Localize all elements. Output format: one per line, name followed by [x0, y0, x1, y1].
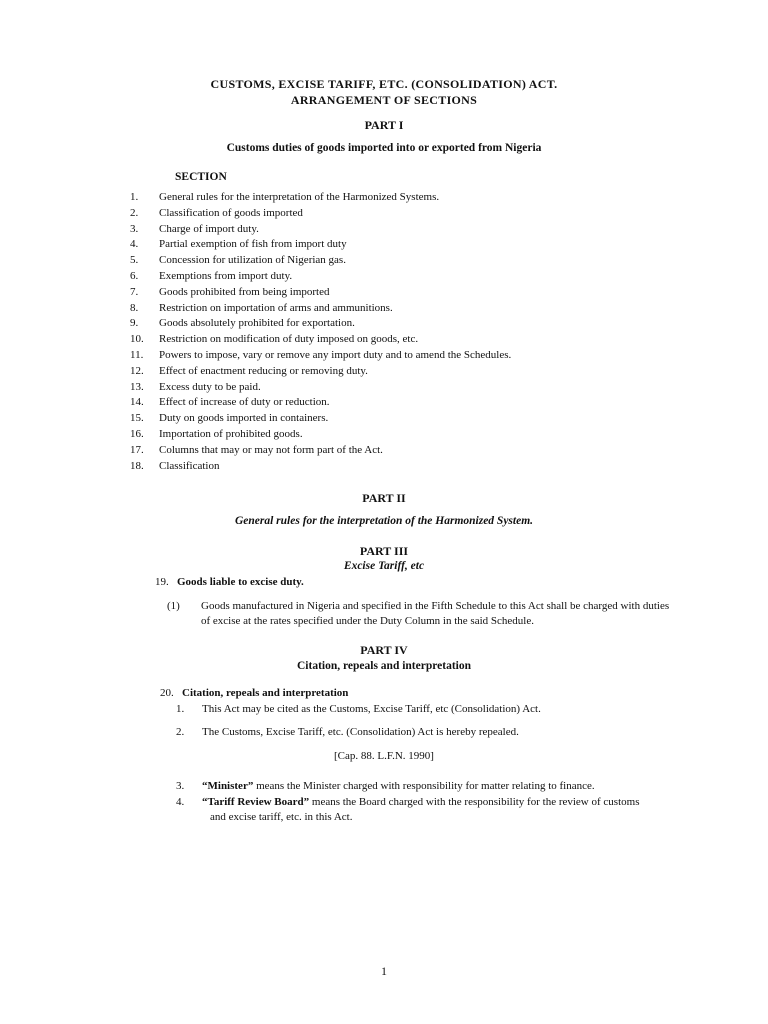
- document-title-line1: CUSTOMS, EXCISE TARIFF, ETC. (CONSOLIDATION) ACT.: [210, 77, 558, 91]
- section-number: 3.: [130, 222, 139, 235]
- section-title: Classification of goods imported: [159, 206, 303, 219]
- section-title: Charge of import duty.: [159, 222, 259, 235]
- section-list-item: [130, 443, 610, 459]
- section-number: 14.: [130, 396, 144, 409]
- section-title: Excess duty to be paid.: [159, 380, 261, 393]
- section-number: 5.: [130, 254, 139, 267]
- section-number: 18.: [130, 459, 144, 472]
- section-number: 11.: [130, 348, 144, 361]
- section-title: Goods prohibited from being imported: [159, 285, 330, 298]
- section-list-item: [130, 237, 610, 253]
- part1-heading: PART I: [364, 118, 404, 132]
- section-20-title: Citation, repeals and interpretation: [182, 687, 349, 699]
- section-number: 17.: [130, 443, 144, 456]
- def-3-text: means the Minister charged with responsibility for matter relating to finance.: [253, 780, 595, 792]
- item-2-text: The Customs, Excise Tariff, etc. (Consolidation) Act is hereby repealed.: [202, 726, 519, 738]
- section-list-item: [130, 411, 610, 427]
- section-list-item: [130, 206, 610, 222]
- section-list-item: [130, 380, 610, 396]
- section-list-item: [130, 269, 610, 285]
- section-list-item: [130, 395, 610, 411]
- section-number: 10.: [130, 333, 144, 346]
- section-number: 13.: [130, 380, 144, 393]
- section-list-item: [130, 190, 610, 206]
- def-4-line: [202, 796, 639, 808]
- section-title: Columns that may or may not form part of the Act.: [159, 443, 383, 456]
- item-1-number: 1.: [176, 703, 185, 715]
- item-1-text: This Act may be cited as the Customs, Excise Tariff, etc (Consolidation) Act.: [202, 703, 541, 715]
- section-list-item: [130, 332, 610, 348]
- page-number: 1: [381, 964, 387, 978]
- section-number: 6.: [130, 269, 139, 282]
- part4-heading: PART IV: [360, 643, 408, 657]
- item-2-number: 2.: [176, 726, 185, 738]
- section-title: Duty on goods imported in containers.: [159, 412, 329, 425]
- section-title: Effect of increase of duty or reduction.: [159, 396, 330, 409]
- document-title-line2: ARRANGEMENT OF SECTIONS: [290, 93, 478, 107]
- section-list: [130, 190, 610, 474]
- section-number: 15.: [130, 412, 144, 425]
- part1-subtitle: Customs duties of goods imported into or exported from Nigeria: [226, 142, 542, 154]
- section-title: Effect of enactment reducing or removing duty.: [159, 364, 368, 377]
- section-title: Classification: [159, 459, 220, 472]
- citation-reference: [Cap. 88. L.F.N. 1990]: [334, 750, 434, 762]
- def-3-number: 3.: [176, 780, 185, 792]
- section-19-number: 19.: [155, 576, 169, 588]
- def-4-text: means the Board charged with the responsibility for the review of customs: [309, 796, 640, 808]
- def-3-term: “Minister”: [202, 780, 254, 792]
- section-title: Restriction on modification of duty imposed on goods, etc.: [159, 333, 419, 346]
- def-4-term: “Tariff Review Board”: [202, 796, 310, 808]
- section-list-item: [130, 364, 610, 380]
- section-title: Importation of prohibited goods.: [159, 427, 303, 440]
- part2-heading: PART II: [362, 491, 406, 505]
- part4-subtitle: Citation, repeals and interpretation: [297, 660, 471, 672]
- def-3-line: [202, 780, 595, 792]
- section-title: Partial exemption of fish from import duty: [159, 238, 347, 251]
- section-list-item: [130, 316, 610, 332]
- section-title: Exemptions from import duty.: [159, 269, 293, 282]
- section-title: Restriction on importation of arms and ammunitions.: [159, 301, 393, 314]
- section-list-item: [130, 459, 610, 475]
- def-4-line2: and excise tariff, etc. in this Act.: [210, 811, 353, 823]
- section-list-item: [130, 222, 610, 238]
- section-number: 2.: [130, 206, 139, 219]
- section-title: Concession for utilization of Nigerian gas.: [159, 254, 346, 267]
- def-4-number: 4.: [176, 796, 185, 808]
- section-list-item: [130, 285, 610, 301]
- section-number: 7.: [130, 285, 139, 298]
- section-list-item: [130, 301, 610, 317]
- section-number: 9.: [130, 317, 139, 330]
- section-number: 8.: [130, 301, 139, 314]
- section-number: 4.: [130, 238, 139, 251]
- part3-heading: PART III: [359, 544, 409, 558]
- part3-subtitle: Excise Tariff, etc: [343, 560, 425, 572]
- section-list-item: [130, 427, 610, 443]
- section-20-number: 20.: [160, 687, 174, 699]
- part2-subtitle: General rules for the interpretation of the Harmonized System.: [234, 515, 534, 527]
- clause-1-number: (1): [167, 600, 180, 612]
- section-list-item: [130, 348, 610, 364]
- section-title: Goods absolutely prohibited for exportation.: [159, 317, 355, 330]
- section-number: 1.: [130, 191, 139, 203]
- section-title: General rules for the interpretation of the Harmonized Systems.: [159, 191, 440, 203]
- section-title: Powers to impose, vary or remove any import duty and to amend the Schedules.: [159, 348, 512, 361]
- section-label: SECTION: [175, 171, 227, 183]
- clause-1-line1: Goods manufactured in Nigeria and specified in the Fifth Schedule to this Act shall be charged with duties: [201, 600, 670, 612]
- clause-1-line2: of excise at the rates specified under the Duty Column in the said Schedule.: [201, 615, 534, 627]
- section-list-item: [130, 253, 610, 269]
- section-number: 16.: [130, 427, 144, 440]
- section-number: 12.: [130, 364, 144, 377]
- section-19-title: Goods liable to excise duty.: [177, 576, 304, 588]
